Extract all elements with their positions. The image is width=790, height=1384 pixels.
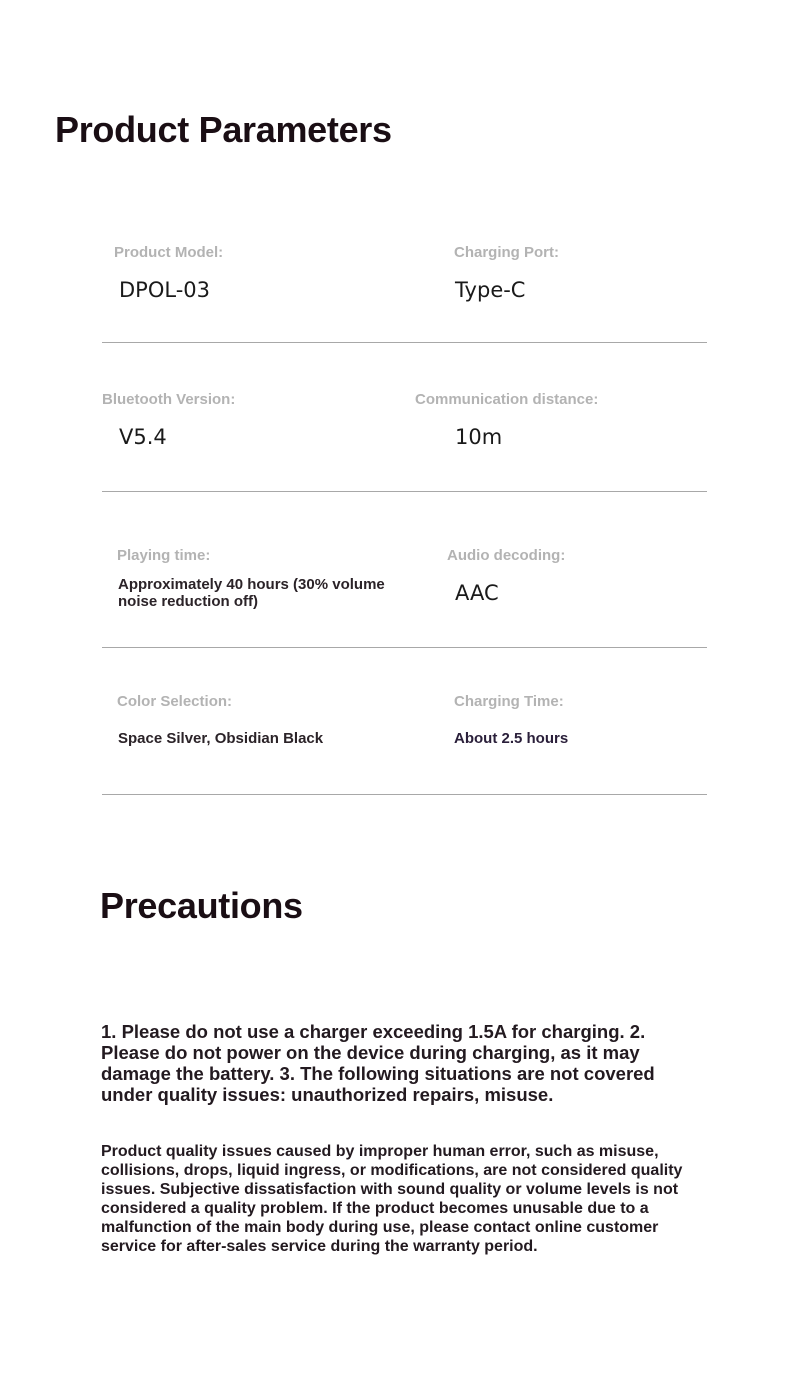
audio-decoding-label: Audio decoding: <box>447 547 566 564</box>
playing-time-value: Approximately 40 hours (30% volume noise reduction off) <box>118 576 385 610</box>
page-title: Product Parameters <box>55 109 392 150</box>
product-model-label: Product Model: <box>114 244 224 261</box>
color-selection-value: Space Silver, Obsidian Black <box>118 730 324 747</box>
audio-decoding-value: AAC <box>455 581 499 605</box>
charging-time-label: Charging Time: <box>454 693 564 710</box>
communication-distance-label: Communication distance: <box>415 391 599 408</box>
bluetooth-version-label: Bluetooth Version: <box>102 391 236 408</box>
divider <box>102 491 707 492</box>
divider <box>102 342 707 343</box>
color-selection-label: Color Selection: <box>117 693 233 710</box>
precautions-title: Precautions <box>100 885 303 926</box>
divider <box>102 647 707 648</box>
precautions-paragraph: 1. Please do not use a charger exceeding 1.5A for charging. 2. Please do not power on the device during charging, as it may damage the battery. 3. The following situations are not covered under quality issues: unauthorized repairs, misuse. <box>101 1021 655 1105</box>
divider <box>102 794 707 795</box>
product-model-value: DPOL-03 <box>119 278 210 302</box>
communication-distance-value: 10m <box>455 425 503 449</box>
charging-port-value: Type-C <box>455 278 526 302</box>
bluetooth-version-value: V5.4 <box>119 425 167 449</box>
warranty-paragraph: Product quality issues caused by improper human error, such as misuse, collisions, drops, liquid ingress, or modifications, are not considered quality issues. Subjective dissatisfaction with sound quality or volume levels is not considered a quality problem. If the product becomes unusable due to a malfunction of the main body during use, please contact online customer service for after-sales service during the warranty period. <box>101 1143 683 1255</box>
charging-time-value: About 2.5 hours <box>454 730 569 747</box>
charging-port-label: Charging Port: <box>454 244 559 261</box>
playing-time-label: Playing time: <box>117 547 211 564</box>
